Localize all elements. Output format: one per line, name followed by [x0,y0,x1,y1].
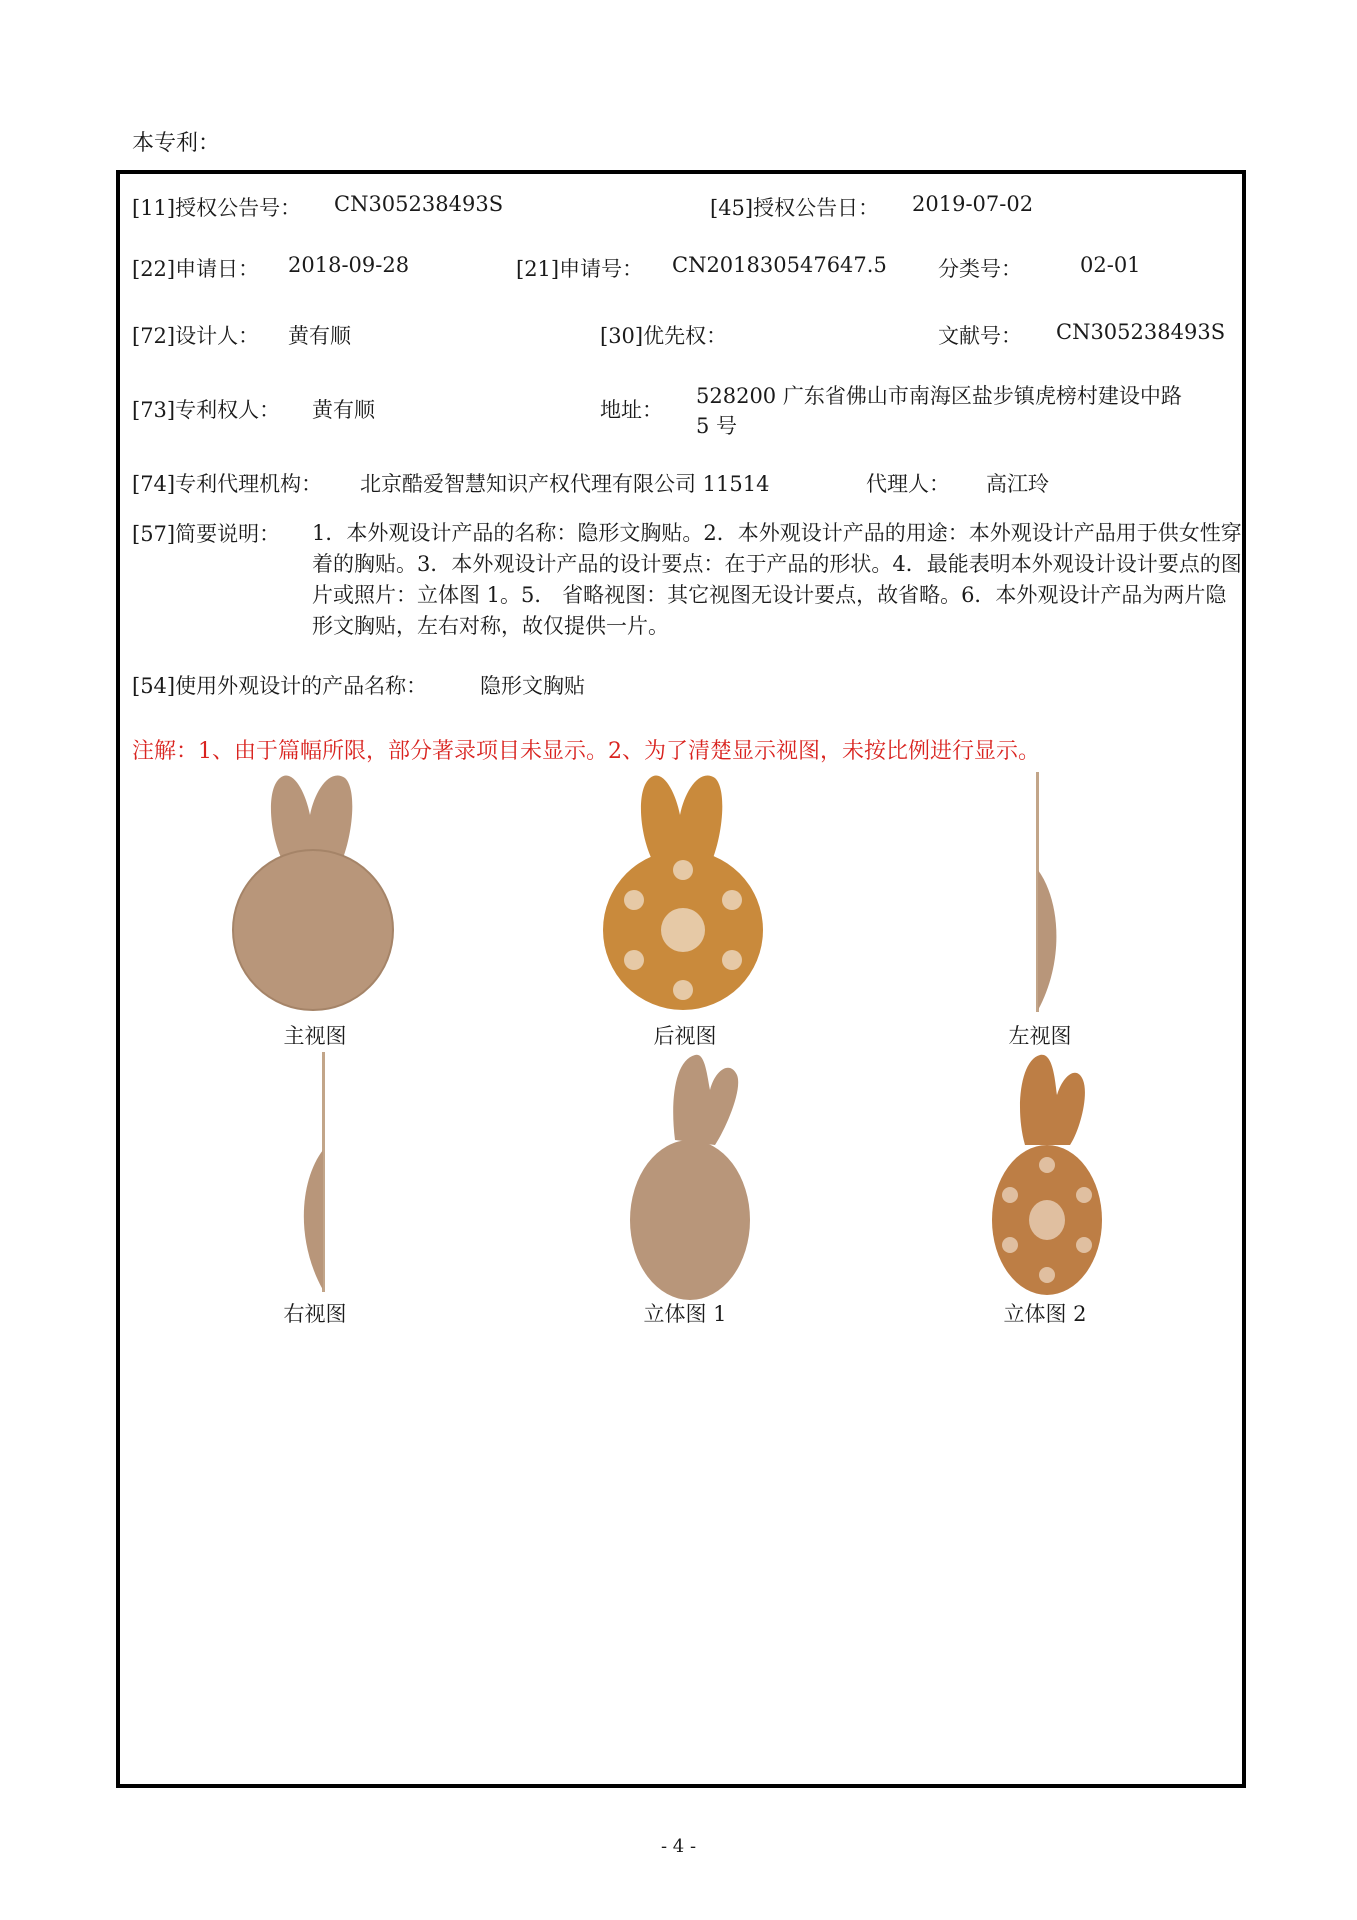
page-number: - 4 - [660,1836,697,1857]
agent-label: 代理人： [866,472,950,496]
page-heading: 本专利： [132,131,221,156]
agency-value: 北京酷爱智慧知识产权代理有限公司 11514 [360,472,770,496]
note-text: 注解：1、由于篇幅所限，部分著录项目未显示。2、为了清楚显示视图，未按比例进行显示。 [132,739,1040,764]
abstract-label: [57]简要说明： [132,522,281,546]
front-view-image [230,770,400,1020]
application-number-label: [21]申请号： [516,257,644,281]
grant-number-label: [11]授权公告号： [132,196,302,220]
perspective-1-image [615,1050,765,1300]
agent-value: 高江玲 [986,472,1049,496]
application-number-value: CN201830547647.5 [672,253,887,277]
right-view-image [290,1050,350,1300]
patentee-label: [73]专利权人： [132,398,281,422]
abstract-text: 1．本外观设计产品的名称：隐形文胸贴。2．本外观设计产品的用途：本外观设计产品用于供女性穿着的胸贴。3．本外观设计产品的设计要点：在于产品的形状。4．最能表明本外观设计设计要点的图片或照片：立体图 1。5． 省略视图：其它视图无设计要点，故省略。6．本外观设计产品为两片隐形文胸贴，左右对称，故仅提供一片。 [312,521,1242,638]
grant-date-label: [45]授权公告日： [710,196,880,220]
document-number-value: CN305238493S [1056,320,1226,344]
classification-label: 分类号： [938,257,1022,281]
document-number-label: 文献号： [938,324,1022,348]
caption-left: 左视图 [1008,1024,1072,1048]
grant-number-value: CN305238493S [334,192,504,216]
caption-right: 右视图 [283,1302,347,1326]
caption-perspective-2: 立体图 2 [1003,1302,1087,1326]
caption-front: 主视图 [283,1024,347,1048]
perspective-2-image [985,1050,1135,1300]
filing-date-value: 2018-09-28 [288,253,410,277]
agency-label: [74]专利代理机构： [132,472,323,496]
caption-back: 后视图 [653,1024,717,1048]
address-line1: 528200 广东省佛山市南海区盐步镇虎榜村建设中路 [696,384,1182,408]
patentee-value: 黄有顺 [312,398,375,422]
grant-date-value: 2019-07-02 [912,192,1034,216]
back-view-image [600,770,770,1020]
product-name-label: [54]使用外观设计的产品名称： [132,674,428,698]
left-view-image [1010,770,1070,1020]
address-line2: 5 号 [696,414,738,438]
filing-date-label: [22]申请日： [132,257,260,281]
designer-value: 黄有顺 [288,324,351,348]
classification-value: 02-01 [1080,253,1141,277]
caption-perspective-1: 立体图 1 [643,1302,727,1326]
product-name-value: 隐形文胸贴 [480,674,585,698]
address-label: 地址： [600,398,663,422]
designer-label: [72]设计人： [132,324,260,348]
priority-label: [30]优先权： [600,324,728,348]
